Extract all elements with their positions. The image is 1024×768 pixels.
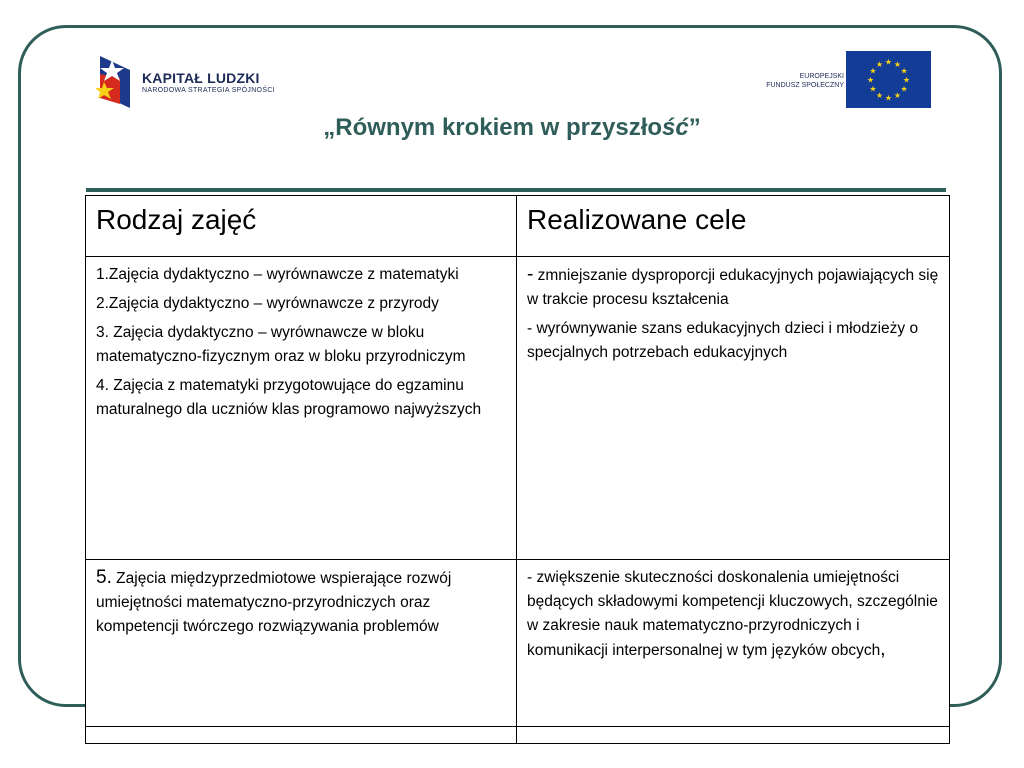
activity-item: 4. Zajęcia z matematyki przygotowujące do egzaminu maturalnego dla uczniów klas programowo najwyższych	[96, 377, 482, 418]
kapital-ludzki-logo	[96, 54, 296, 110]
goal-text: zmniejszanie dysproporcji edukacyjnych pojawiających się w trakcie procesu kształcenia	[527, 267, 939, 308]
eu-star-icon: ★	[884, 57, 893, 67]
logo-subtitle: NARODOWA STRATEGIA SPÓJNOŚCI	[142, 87, 275, 94]
eu-star-icon: ★	[893, 59, 902, 69]
activity-item: 3. Zajęcia dydaktyczno – wyrównawcze w bloku matematyczno-fizycznym oraz w bloku przyrodniczym	[96, 324, 466, 365]
eu-stars-icon	[846, 51, 931, 108]
eu-flag	[846, 51, 931, 108]
activity-item: 1.Zajęcia dydaktyczno – wyrównawcze z matematyki	[96, 266, 459, 283]
logo-title: KAPITAŁ LUDZKI	[142, 70, 260, 86]
title-suffix: ”	[688, 114, 701, 141]
empty-cell	[517, 727, 950, 744]
table-row-empty	[86, 727, 950, 744]
title-prefix: „Równym krokiem w przyszło	[323, 114, 663, 141]
goals-cell	[517, 257, 950, 560]
table-header-row	[86, 196, 950, 257]
eu-star-icon: ★	[866, 75, 875, 85]
goal-item	[527, 263, 941, 312]
eu-star-icon: ★	[869, 66, 877, 76]
eu-star-icon: ★	[900, 84, 908, 94]
eu-star-icon: ★	[875, 59, 884, 69]
header-cell-goals: Realizowane cele	[517, 196, 950, 257]
eu-star-icon: ★	[884, 93, 893, 103]
goal-item	[527, 566, 941, 663]
kapital-ludzki-emblem-icon	[96, 54, 140, 110]
eu-star-icon: ★	[875, 91, 884, 101]
goal-item: - wyrównywanie szans edukacyjnych dzieci i młodzieży o specjalnych potrzebach edukacyjnych	[527, 320, 919, 361]
slide-title	[0, 114, 1024, 142]
efs-line-1: EUROPEJSKI	[799, 73, 844, 80]
title-divider	[86, 188, 946, 192]
goal-dash: -	[527, 264, 534, 285]
activity-number: 5.	[96, 567, 112, 588]
empty-cell	[86, 727, 517, 744]
activity-item	[96, 566, 508, 639]
activity-item: 2.Zajęcia dydaktyczno – wyrównawcze z przyrody	[96, 295, 439, 312]
eu-star-icon: ★	[900, 66, 908, 76]
table-row	[86, 560, 950, 727]
eu-star-icon: ★	[893, 91, 902, 101]
eu-star-icon: ★	[869, 84, 877, 94]
goal-tail: ,	[880, 639, 886, 660]
goals-cell	[517, 560, 950, 727]
activity-text: Zajęcia międzyprzedmiotowe wspierające rozwój umiejętności matematyczno-przyrodniczych oraz kompetencji twórczego rozwiązywania problemów	[96, 570, 452, 635]
activities-cell	[86, 257, 517, 560]
efs-logo-text	[752, 72, 844, 90]
efs-line-2: FUNDUSZ SPOŁECZNY	[766, 82, 844, 89]
eu-star-icon: ★	[902, 75, 911, 85]
goal-text: - zwiększenie skuteczności doskonalenia umiejętności będących składowymi kompetencji kluczowych, szczególnie w zakresie nauk matematyczno-przyrodniczych i komunikacji interpersonalnej w tym języków obcych	[527, 569, 938, 659]
activities-cell	[86, 560, 517, 727]
title-italic: ść	[662, 114, 689, 141]
goals-table	[85, 195, 950, 744]
header-cell-type: Rodzaj zajęć	[86, 196, 517, 257]
table-row	[86, 257, 950, 560]
